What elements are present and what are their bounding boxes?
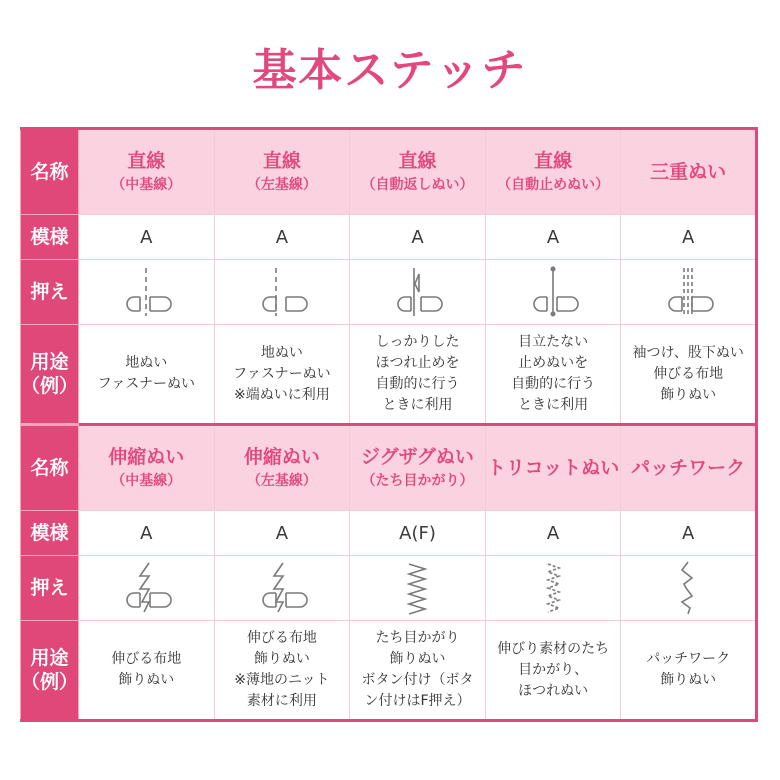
stitch-name-cell (350, 129, 486, 215)
stitch-name: 三重ぬい (650, 161, 727, 183)
use-text-line: 自動的に行う (511, 376, 596, 392)
stitch-name-cell (621, 129, 757, 215)
model-value: A (275, 226, 289, 248)
model-cell (485, 215, 621, 260)
use-text-line: 地ぬい (260, 344, 303, 361)
use-text-line: 飾りぬい (253, 651, 310, 667)
presser-cell (214, 556, 350, 621)
presser-foot-reverse-icon (377, 264, 457, 320)
use-text-line: 伸びる布地 (111, 651, 182, 667)
model-value: A(F) (399, 522, 436, 544)
use-text-line: 伸びる布地 (653, 365, 724, 382)
model-cell (214, 215, 350, 260)
presser-foot-tricot-icon (513, 560, 593, 616)
stitch-baseline: （中基線） (111, 473, 182, 489)
use-text-line: 袖つけ、股下ぬい (632, 344, 744, 361)
presser-cell (485, 556, 621, 621)
stitch-name-cell (79, 425, 215, 511)
use-text-line: ※薄地のニット (234, 672, 330, 688)
row-header-use-line: 用途 (30, 647, 69, 669)
use-text-line: パッチワーク (646, 651, 731, 667)
use-text-line: 伸びり素材のたち (497, 640, 610, 657)
use-text-line: ファスナーぬい (97, 376, 196, 392)
model-value: A (682, 226, 695, 248)
model-row (21, 511, 757, 556)
model-value: A (275, 522, 289, 544)
row-header-use-line: 用途 (30, 351, 69, 373)
use-text-line: 飾りぬい (660, 672, 717, 688)
presser-foot-triple-icon (648, 264, 728, 320)
row-header-use-line: （例） (21, 671, 79, 693)
use-text-line: 止めぬいを (518, 355, 589, 371)
model-value: A (140, 522, 153, 544)
use-text-line: しっかりした (375, 334, 460, 350)
stitch-baseline: （自動返しぬい） (361, 177, 474, 193)
stitch-table (20, 127, 758, 722)
presser-cell (621, 556, 757, 621)
use-text-line: ときに利用 (518, 397, 589, 413)
presser-row (21, 556, 757, 621)
model-cell (79, 511, 215, 556)
stitch-name-cell (79, 129, 215, 215)
stitch-name-cell (485, 129, 621, 215)
stitch-name: 直線 (398, 150, 437, 172)
stitch-name-cell (350, 425, 486, 511)
use-text-line: 自動的に行う (375, 376, 460, 392)
stitch-name-cell (621, 425, 757, 511)
model-cell (350, 215, 486, 260)
model-value: A (140, 226, 153, 248)
use-cell (621, 621, 757, 721)
presser-cell (485, 260, 621, 325)
use-cell (214, 325, 350, 425)
use-text-line: たち目かがり (375, 630, 460, 646)
use-cell (214, 621, 350, 721)
use-text-line: ほつれ止めを (375, 355, 460, 371)
use-text-line: 伸びる布地 (246, 630, 317, 646)
use-text-line: ※端ぬいに利用 (234, 386, 330, 403)
presser-foot-patchwork-icon (648, 560, 728, 616)
stitch-name: パッチワーク (631, 457, 746, 479)
use-text-line: ときに利用 (382, 397, 453, 413)
presser-cell (621, 260, 757, 325)
stitch-name: 直線 (127, 150, 166, 172)
stitch-name-cell (485, 425, 621, 511)
use-cell (79, 325, 215, 425)
use-text-line: 目立たない (518, 334, 589, 350)
presser-cell (350, 260, 486, 325)
presser-cell (79, 556, 215, 621)
stitch-name-cell (214, 425, 350, 511)
stitch-name-cell (214, 129, 350, 215)
presser-cell (214, 260, 350, 325)
row-header-press: 押え (21, 556, 79, 621)
stitch-baseline: （左基線） (246, 473, 317, 489)
model-cell (350, 511, 486, 556)
row-header-press: 押え (21, 260, 79, 325)
row-header-use (21, 325, 79, 425)
presser-foot-left-dashed-icon (242, 264, 322, 320)
model-cell (214, 511, 350, 556)
model-row (21, 215, 757, 260)
model-value: A (411, 226, 424, 248)
use-text-line: 素材に利用 (246, 693, 317, 709)
stitch-baseline: （中基線） (111, 177, 182, 193)
use-cell (485, 325, 621, 425)
stitch-baseline: （自動止めぬい） (497, 177, 610, 193)
use-text-line: 飾りぬい (118, 672, 175, 688)
use-cell (79, 621, 215, 721)
stitch-baseline: （左基線） (246, 177, 317, 193)
presser-foot-center-dashed-icon (106, 264, 186, 320)
model-value: A (682, 522, 695, 544)
use-text-line: ボタン付け（ボタ (361, 672, 474, 688)
name-row (21, 425, 757, 511)
use-text-line: 飾りぬい (660, 386, 717, 403)
presser-cell (79, 260, 215, 325)
use-text-line: 飾りぬい (389, 651, 446, 667)
presser-foot-stretch-left-icon (242, 560, 322, 616)
row-header-use (21, 621, 79, 721)
use-cell (350, 621, 486, 721)
model-cell (621, 511, 757, 556)
row-header-use-line: （例） (21, 375, 79, 397)
use-cell (350, 325, 486, 425)
row-header-model: 模様 (21, 215, 79, 260)
row-header-name: 名称 (21, 425, 79, 511)
stitch-name: 直線 (534, 150, 573, 172)
stitch-name: 伸縮ぬい (108, 446, 185, 468)
row-header-model: 模様 (21, 511, 79, 556)
use-text-line: 目かがり、 (518, 661, 589, 678)
stitch-name: トリコットぬい (486, 457, 620, 479)
use-text-line: ファスナーぬい (233, 365, 331, 382)
stitch-baseline: （たち目かがり） (361, 473, 474, 489)
presser-foot-zigzag-icon (377, 560, 457, 616)
presser-foot-lock-icon (513, 264, 593, 320)
presser-row (21, 260, 757, 325)
use-cell (485, 621, 621, 721)
row-header-name: 名称 (21, 129, 79, 215)
model-cell (621, 215, 757, 260)
use-text-line: 地ぬい (125, 355, 168, 371)
model-cell (79, 215, 215, 260)
use-row (21, 621, 757, 721)
presser-foot-stretch-center-icon (106, 560, 186, 616)
stitch-name: 直線 (262, 150, 301, 172)
name-row (21, 129, 757, 215)
use-text-line: ン付けはF押え） (364, 693, 471, 709)
stitch-name: ジグザグぬい (361, 446, 474, 468)
presser-cell (350, 556, 486, 621)
model-value: A (546, 226, 560, 248)
use-text-line: ほつれぬい (518, 682, 589, 699)
use-row (21, 325, 757, 425)
model-cell (485, 511, 621, 556)
model-value: A (546, 522, 560, 544)
stitch-name: 伸縮ぬい (243, 446, 320, 468)
use-cell (621, 325, 757, 425)
page-title: 基本ステッチ (252, 45, 528, 96)
